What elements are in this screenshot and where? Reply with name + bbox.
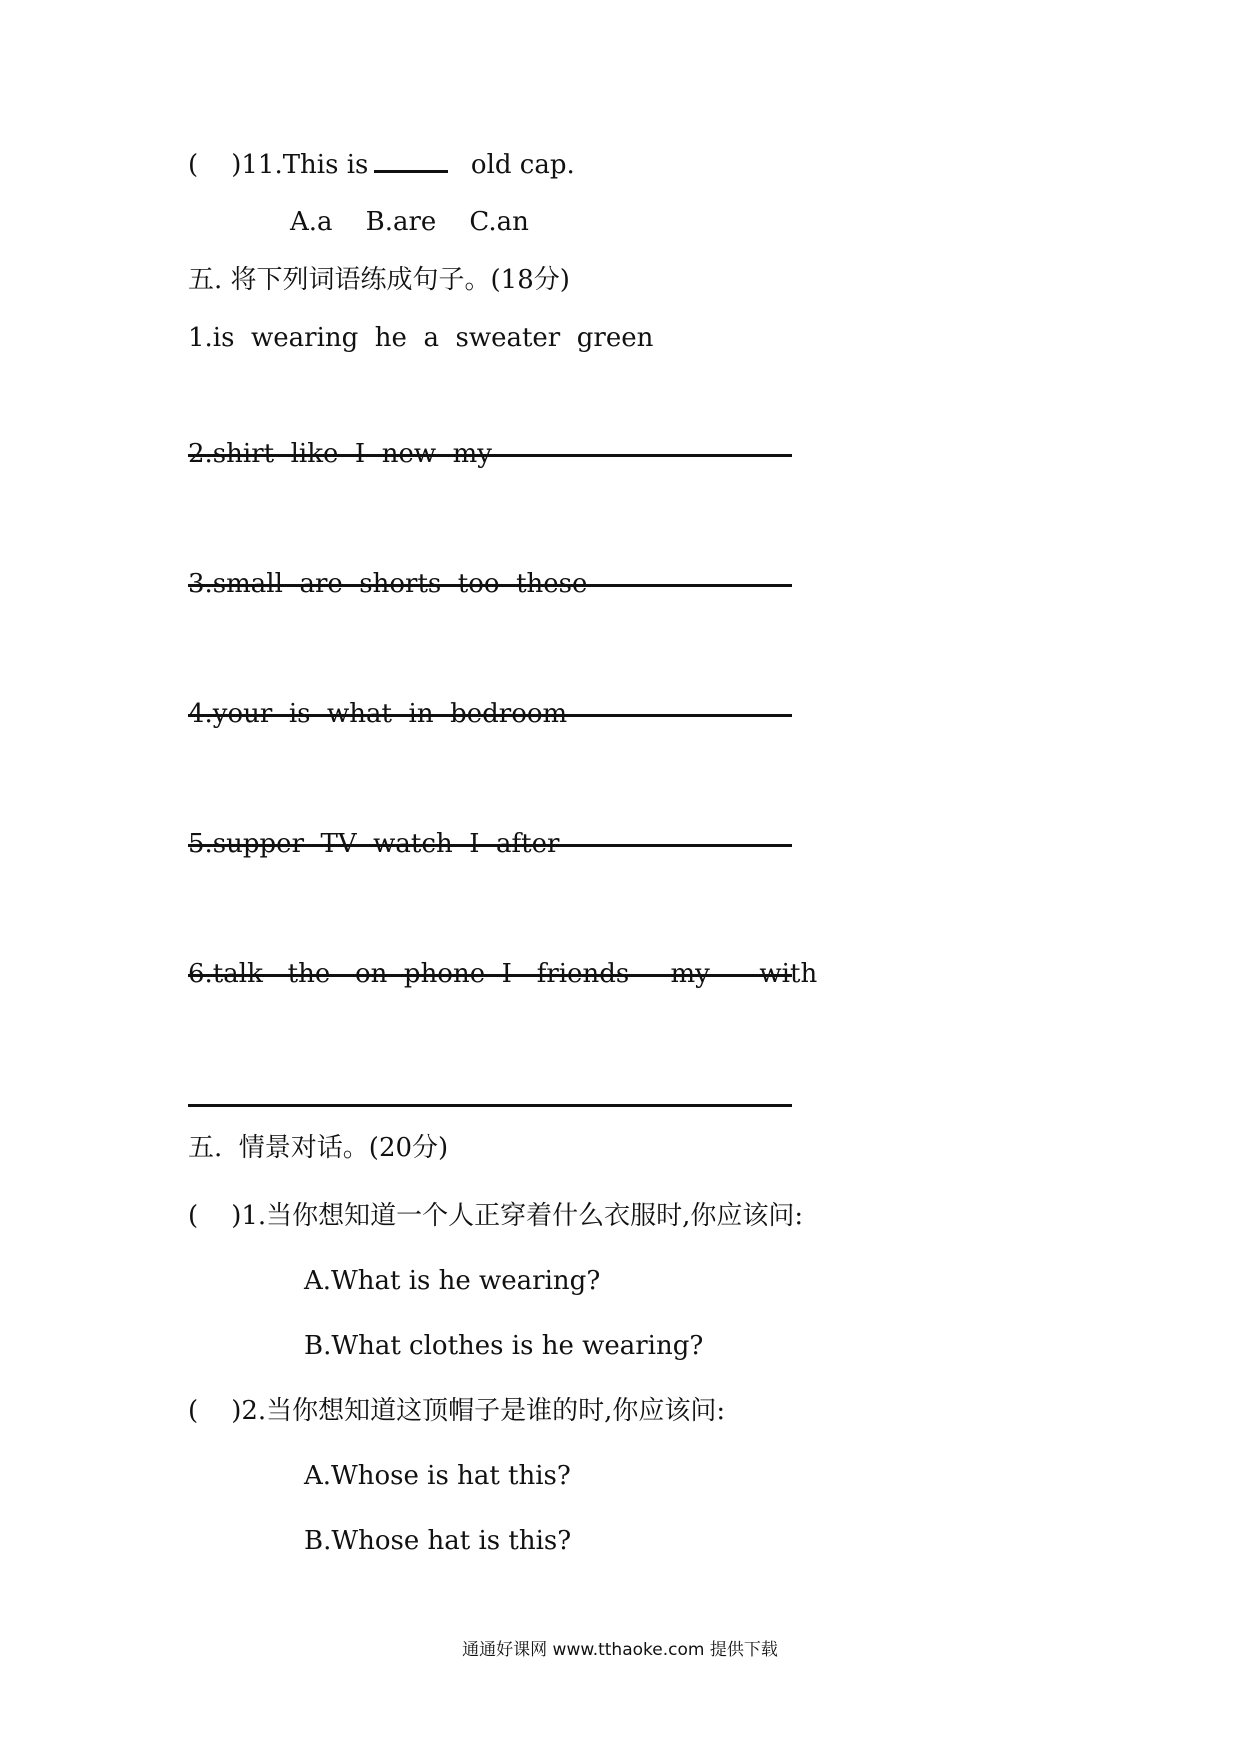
reorder-item-1: 1.is wearing he a sweater green [188, 323, 654, 353]
dialogue-q2-option-a: A.Whose is hat this? [304, 1461, 571, 1491]
q11-stem-after: old cap. [470, 150, 575, 180]
section-reorder-heading: 五. 将下列词语练成句子。(18分) [188, 265, 570, 295]
dialogue-question-1 [188, 1200, 803, 1232]
q11-answer-paren: ( ) [188, 150, 242, 180]
reorder-item-4: 4.your is what in bedroom [188, 699, 568, 729]
q11-options: A.a B.are C.an [290, 207, 529, 237]
q11-stem [188, 148, 575, 181]
reorder-item-2: 2.shirt like I new my [188, 439, 492, 469]
page-footer: 通通好课网 www.tthaoke.com 提供下载 [462, 1640, 778, 1660]
dialogue-q2-option-b: B.Whose hat is this? [304, 1526, 572, 1556]
dialogue-q1-option-a: A.What is he wearing? [304, 1266, 601, 1296]
q11-stem-before: 11.This is [241, 150, 369, 180]
dialogue-q2-stem: 2.当你想知道这顶帽子是谁的时,你应该问: [241, 1396, 726, 1426]
reorder-item-5: 5.supper TV watch I after [188, 829, 560, 859]
reorder-item-6: 6.talk the on phone I friends my with [188, 959, 818, 989]
dialogue-q1-option-b: B.What clothes is he wearing? [304, 1331, 704, 1361]
reorder-item-3: 3.small are shorts too these [188, 569, 588, 599]
reorder-answer-line-6 [188, 1104, 792, 1107]
q11-fill-blank [374, 148, 448, 173]
dialogue-q1-answer-paren: ( ) [188, 1201, 242, 1231]
dialogue-q2-answer-paren: ( ) [188, 1396, 242, 1426]
dialogue-question-2 [188, 1395, 725, 1427]
section-dialogue-heading: 五. 情景对话。(20分) [188, 1133, 449, 1163]
dialogue-q1-stem: 1.当你想知道一个人正穿着什么衣服时,你应该问: [241, 1201, 804, 1231]
